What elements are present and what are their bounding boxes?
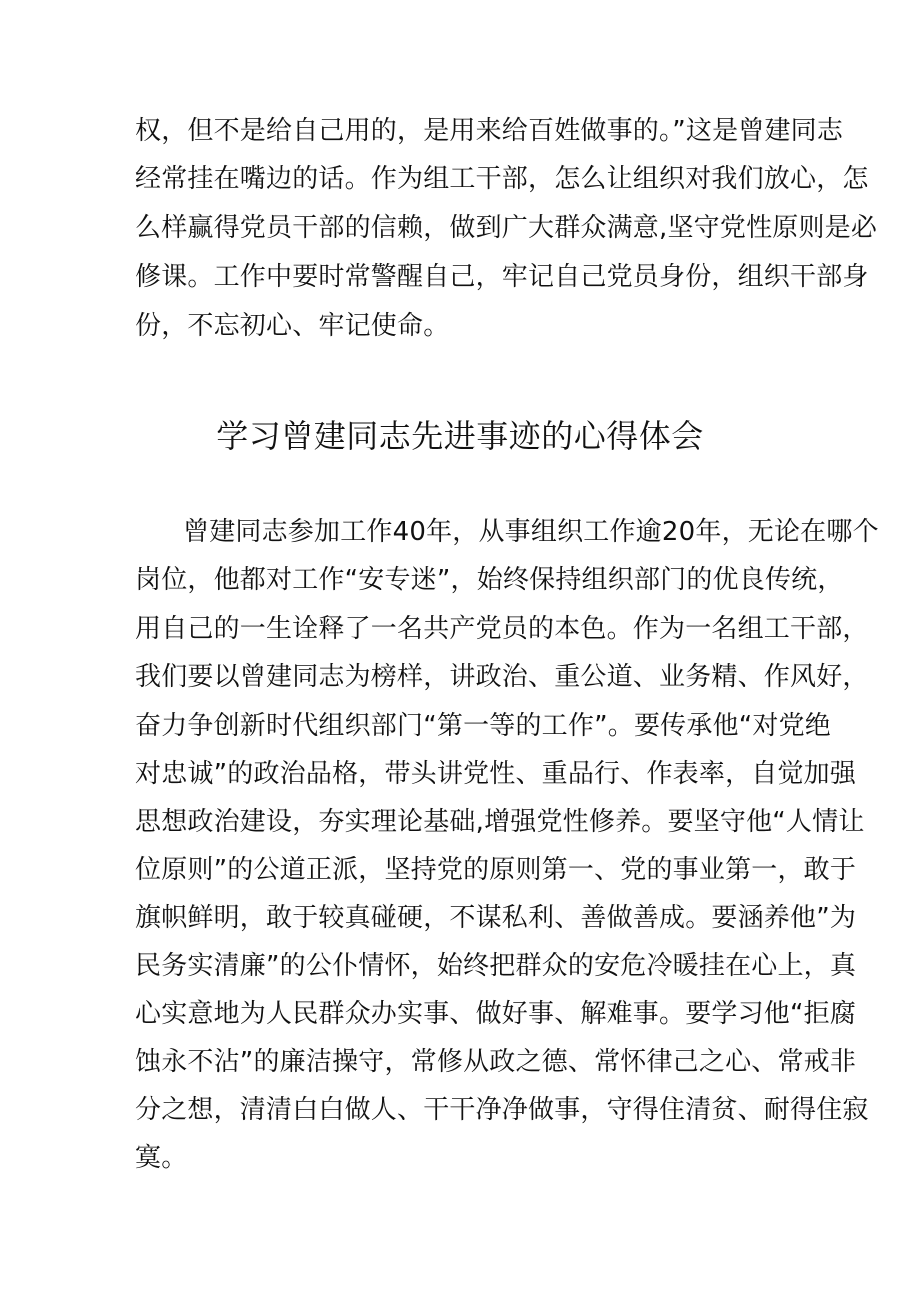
text-line: 经常挂在嘴边的话。作为组工干部，怎么让组织对我们放心，怎 [135, 164, 869, 194]
text-line: 修课。工作中要时常警醒自己，牢记自己党员身份，组织干部身 [135, 262, 869, 292]
text-line: 我们要以曾建同志为榜样，讲政治、重公道、业务精、作风好， [135, 662, 869, 692]
text-line: 份，不忘初心、牢记使命。 [135, 311, 450, 341]
text-line: 对忠诚”的政治品格，带头讲党性、重品行、作表率，自觉加强 [135, 759, 857, 789]
text-line: 权，但不是给自己用的，是用来给百姓做事的。”这是曾建同志 [135, 116, 844, 146]
text-line: 分之想，清清白白做人、干干净净做事，守得住清贫、耐得住寂 [135, 1095, 869, 1125]
text-line: 曾建同志参加工作40年，从事组织工作逾20年，无论在哪个 [183, 517, 879, 547]
text-line: 民务实清廉”的公仆情怀，始终把群众的安危冷暖挂在心上，真 [135, 951, 857, 981]
text-line: 用自己的一生诠释了一名共产党员的本色。作为一名组工干部， [135, 614, 869, 644]
text-line: 心实意地为人民群众办实事、做好事、解难事。要学习他“拒腐 [135, 999, 857, 1029]
text-line: 旗帜鲜明，敢于较真碰硬，不谋私利、善做善成。要涵养他”为 [135, 903, 857, 933]
text-line: 奋力争创新时代组织部门“第一等的工作”。要传承他“对党绝 [135, 711, 832, 741]
text-line: 寞。 [135, 1143, 188, 1173]
text-line: 岗位，他都对工作“安专迷”，始终保持组织部门的优良传统， [135, 565, 844, 595]
text-line: 么样赢得党员干部的信赖，做到广大群众满意,坚守党性原则是必 [135, 213, 878, 243]
essay-title: 学习曾建同志先进事迹的心得体会 [216, 417, 704, 455]
text-line: 思想政治建设，夯实理论基础,增强党性修养。要坚守他“人情让 [135, 807, 865, 837]
text-line: 蚀永不沾”的廉洁操守，常修从政之德、常怀律己之心、常戒非 [135, 1047, 857, 1077]
text-line: 位原则”的公道正派，坚持党的原则第一、党的事业第一，敢于 [135, 855, 857, 885]
